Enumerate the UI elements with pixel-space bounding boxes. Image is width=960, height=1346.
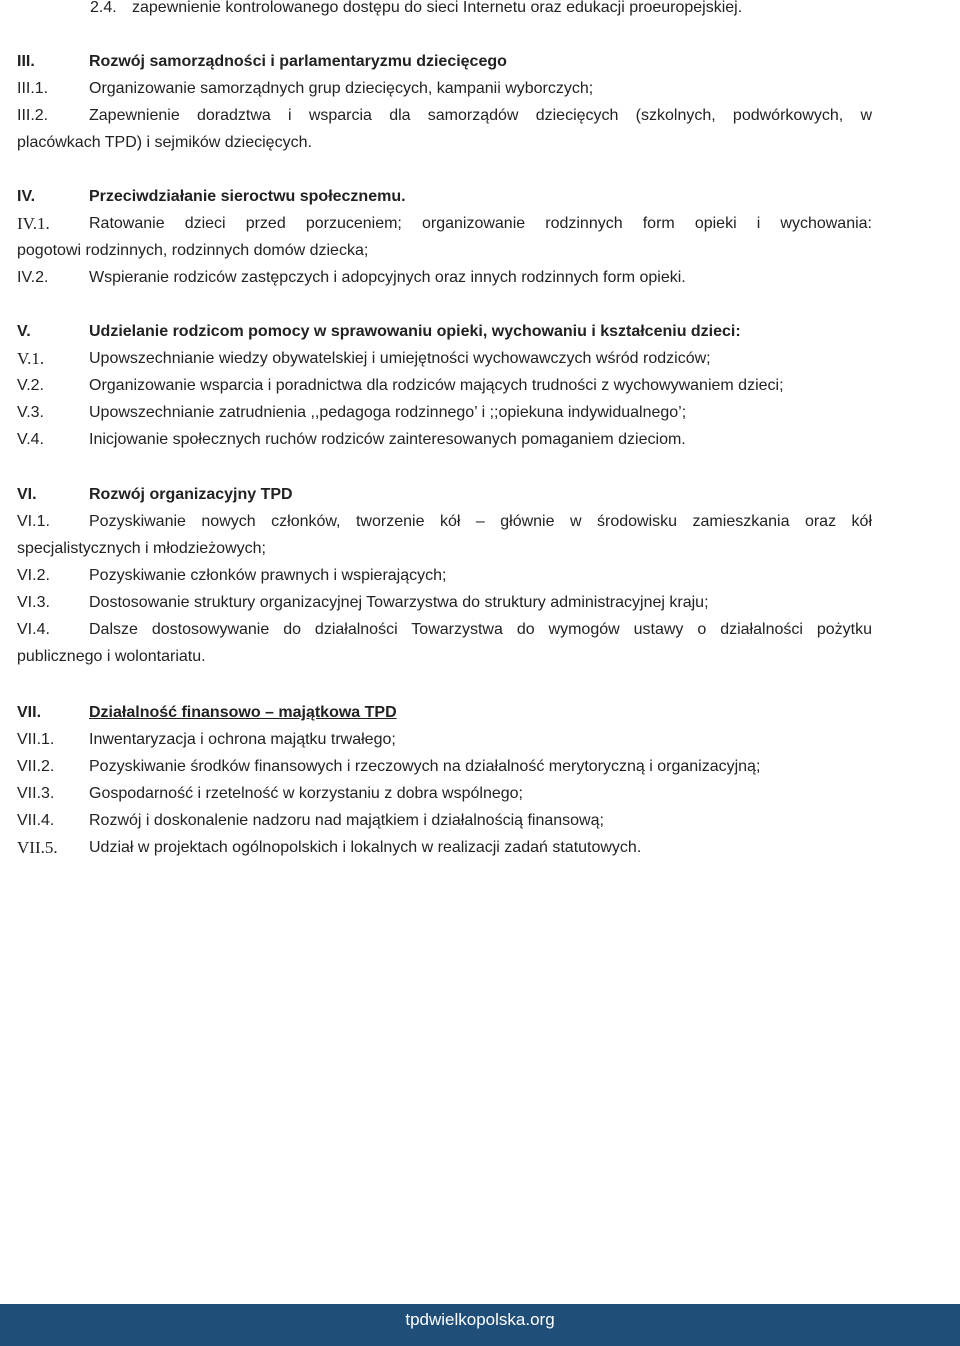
section-title: Przeciwdziałanie sieroctwu społecznemu. [89,188,406,205]
item-text: Inwentaryzacja i ochrona majątku trwałego; [89,731,396,748]
item-text: Rozwój i doskonalenie nadzoru nad majątkiem i działalnością finansową; [89,812,604,829]
item-2-4 [90,0,945,19]
item-number: IV.2. [17,269,49,286]
item-number: VI.4. [17,621,50,638]
item-number: III.1. [17,80,49,97]
item-number: V.4. [17,431,44,448]
item-text: Dostosowanie struktury organizacyjnej Towarzystwa do struktury administracyjnej kraju; [89,594,709,611]
item-number: III.2. [17,107,49,124]
item-number: 2.4. [90,0,117,16]
item-text: Pozyskiwanie członków prawnych i wspierających; [89,567,447,584]
item-number: V.2. [17,377,44,394]
item-number: VII.2. [17,758,55,775]
item-number: VII.1. [17,731,55,748]
item-continuation: publicznego i wolontariatu. [17,648,206,665]
item-text: Udział w projektach ogólnopolskich i lokalnych w realizacji zadań statutowych. [89,839,642,856]
section-number: VI. [17,486,37,503]
item-text: Pozyskiwanie środków finansowych i rzeczowych na działalność merytoryczną i organizacyjną; [89,758,761,775]
item-text: Dalsze dostosowywanie do działalności Towarzystwa do wymogów ustawy o działalności pożytku [89,621,872,638]
item-number: VI.2. [17,567,50,584]
item-text: zapewnienie kontrolowanego dostępu do sieci Internetu oraz edukacji proeuropejskiej. [132,0,743,16]
item-text: Zapewnienie doradztwa i wsparcia dla samorządów dziecięcych (szkolnych, podwórkowych, w [89,107,872,124]
item-number: VI.3. [17,594,50,611]
item-text: Ratowanie dzieci przed porzuceniem; organizowanie rodzinnych form opieki i wychowania: [89,215,872,232]
item-number: VII.5. [17,838,58,857]
item-text: Inicjowanie społecznych ruchów rodziców zainteresowanych pomaganiem dzieciom. [89,431,686,448]
section-number: VII. [17,704,42,721]
section-number: III. [17,53,35,70]
item-number: V.1. [17,349,45,368]
item-continuation: placówkach TPD) i sejmików dziecięcych. [17,134,312,151]
section-title: Rozwój organizacyjny TPD [89,486,293,503]
section-number: IV. [17,188,36,205]
item-number: V.3. [17,404,44,421]
item-text: Upowszechnianie wiedzy obywatelskiej i umiejętności wychowawczych wśród rodziców; [89,350,711,367]
page-footer [0,1304,960,1346]
item-text: Pozyskiwanie nowych członków, tworzenie kół – głównie w środowisku zamieszkania oraz kół [89,513,872,530]
section-title: Działalność finansowo – majątkowa TPD [89,704,397,721]
item-text: Upowszechnianie zatrudnienia ,,pedagoga rodzinnego’ i ;;opiekuna indywidualnego’; [89,404,687,421]
item-number: IV.1. [17,214,50,233]
section-title: Rozwój samorządności i parlamentaryzmu dziecięcego [89,53,507,70]
item-text: Wspieranie rodziców zastępczych i adopcyjnych oraz innych rodzinnych form opieki. [89,269,686,286]
item-text: Organizowanie wsparcia i poradnictwa dla rodziców mających trudności z wychowywaniem dzieci; [89,377,784,394]
section-title: Udzielanie rodzicom pomocy w sprawowaniu opieki, wychowaniu i kształceniu dzieci: [89,323,741,340]
item-text: Organizowanie samorządnych grup dziecięcych, kampanii wyborczych; [89,80,594,97]
item-text: Gospodarność i rzetelność w korzystaniu z dobra wspólnego; [89,785,523,802]
item-number: VII.3. [17,785,55,802]
item-number: VII.4. [17,812,55,829]
item-continuation: specjalistycznych i młodzieżowych; [17,540,266,557]
footer-website: tpdwielkopolska.org [405,1310,555,1329]
section-number: V. [17,323,31,340]
item-number: VI.1. [17,513,50,530]
item-continuation: pogotowi rodzinnych, rodzinnych domów dziecka; [17,242,369,259]
